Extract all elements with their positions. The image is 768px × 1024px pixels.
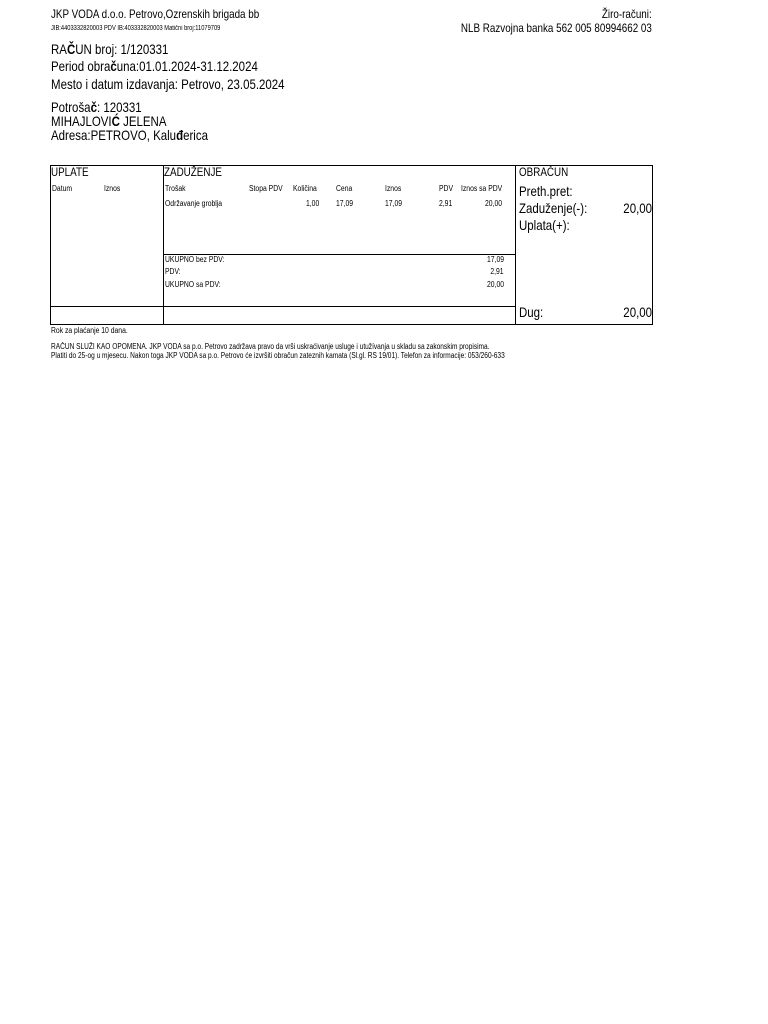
- bank-title: Žiro-računi:: [602, 7, 652, 21]
- invoice-period-prefix: Period obra: [51, 58, 111, 74]
- col-iznos: Iznos: [385, 184, 402, 193]
- row-pdv: 2,91: [439, 199, 453, 208]
- uplate-header: UPLATE: [51, 165, 89, 179]
- invoice-number-rest: UN broj: 1/120331: [75, 41, 169, 57]
- invoice-number: [51, 42, 168, 56]
- total-label-pdv: PDV:: [165, 267, 181, 276]
- invoice-period-rest: una:01.01.2024-31.12.2024: [116, 58, 258, 74]
- invoice-number-prefix: RA: [51, 41, 67, 57]
- row-iznos: 17,09: [385, 199, 403, 208]
- col-cena: Cena: [336, 184, 353, 193]
- col-stopa-pdv: Stopa PDV: [249, 184, 283, 193]
- total-label-sa-pdv: UKUPNO sa PDV:: [165, 280, 221, 289]
- obracun-header: OBRAČUN: [519, 165, 569, 179]
- customer-name-rest: JELENA: [119, 113, 167, 129]
- col-kolicina: Količina: [293, 184, 317, 193]
- invoice-period-bold: č: [110, 58, 117, 74]
- row-iznos-sa-pdv: 20,00: [485, 199, 503, 208]
- total-value-sa-pdv: 20,00: [486, 280, 504, 289]
- customer-label-rest: : 120331: [96, 99, 142, 115]
- uplata-label: Uplata(+):: [519, 217, 570, 233]
- col-pdv: PDV: [439, 184, 453, 193]
- row-kolicina: 1,00: [306, 199, 320, 208]
- company-name: JKP VODA d.o.o. Petrovo,Ozrenskih brigada bb: [51, 7, 260, 21]
- customer-name-bold: Ć: [111, 113, 120, 129]
- customer-name-prefix: MIHAJLOVI: [51, 113, 112, 129]
- bank-account: NLB Razvojna banka 562 005 80994662 03: [461, 21, 652, 35]
- zaduzenje-label: Zaduženje(-):: [519, 200, 588, 216]
- customer-address-prefix: Adresa:PETROVO, Kalu: [51, 127, 177, 143]
- col-iznos-sa-pdv: Iznos sa PDV: [461, 184, 503, 193]
- row-item: Održavanje groblja: [165, 199, 223, 208]
- divider-obracun: [515, 165, 516, 324]
- customer-label-bold: č: [90, 99, 97, 115]
- customer-id: [51, 100, 142, 114]
- col-datum: Datum: [52, 184, 73, 193]
- total-value-pdv: 2,91: [490, 267, 504, 276]
- company-ids: JIB:4403332820003 PDV IB:403332820003 Matični broj:11079709: [51, 25, 221, 32]
- dug-value: 20,00: [623, 304, 652, 320]
- total-label-bez-pdv: UKUPNO bez PDV:: [165, 255, 225, 264]
- customer-name: [51, 114, 166, 128]
- dug-label: Dug:: [519, 304, 544, 320]
- customer-address: [51, 128, 208, 142]
- invoice-period: [51, 59, 258, 73]
- row-cena: 17,09: [336, 199, 354, 208]
- customer-address-rest: erica: [183, 127, 208, 143]
- rok-placanja: Rok za plaćanje 10 dana.: [51, 326, 128, 335]
- divider-bottom: [50, 306, 516, 307]
- col-iznos-uplate: Iznos: [104, 184, 121, 193]
- total-value-bez-pdv: 17,09: [486, 255, 504, 264]
- zaduzenje-value: 20,00: [623, 200, 652, 216]
- footer-note-1: RAČUN SLUŽI KAO OPOMENA. JKP VODA sa p.o. Petrovo zadržava pravo da vrši uskraćivanje usluge i utužívanja u skladu sa zakonskim propisima.: [51, 342, 490, 351]
- customer-label-prefix: Potroša: [51, 99, 91, 115]
- zaduzenje-header: ZADUŽENJE: [164, 165, 222, 179]
- footer-note-2: Platiti do 25-og u mjesecu. Nakon toga JKP VODA sa p.o. Petrovo će izvršiti obračun zateznih kamata (Sl.gl. RS 19/01). Telefon za informacije: 053/260-633: [51, 351, 505, 360]
- divider-uplate: [163, 165, 164, 324]
- invoice-number-bold: Č: [66, 41, 76, 57]
- preth-label: Preth.pret:: [519, 183, 573, 199]
- col-trosak: Trošak: [165, 184, 186, 193]
- customer-address-bold: đ: [176, 127, 184, 143]
- invoice-place-date: Mesto i datum izdavanja: Petrovo, 23.05.2024: [51, 76, 285, 92]
